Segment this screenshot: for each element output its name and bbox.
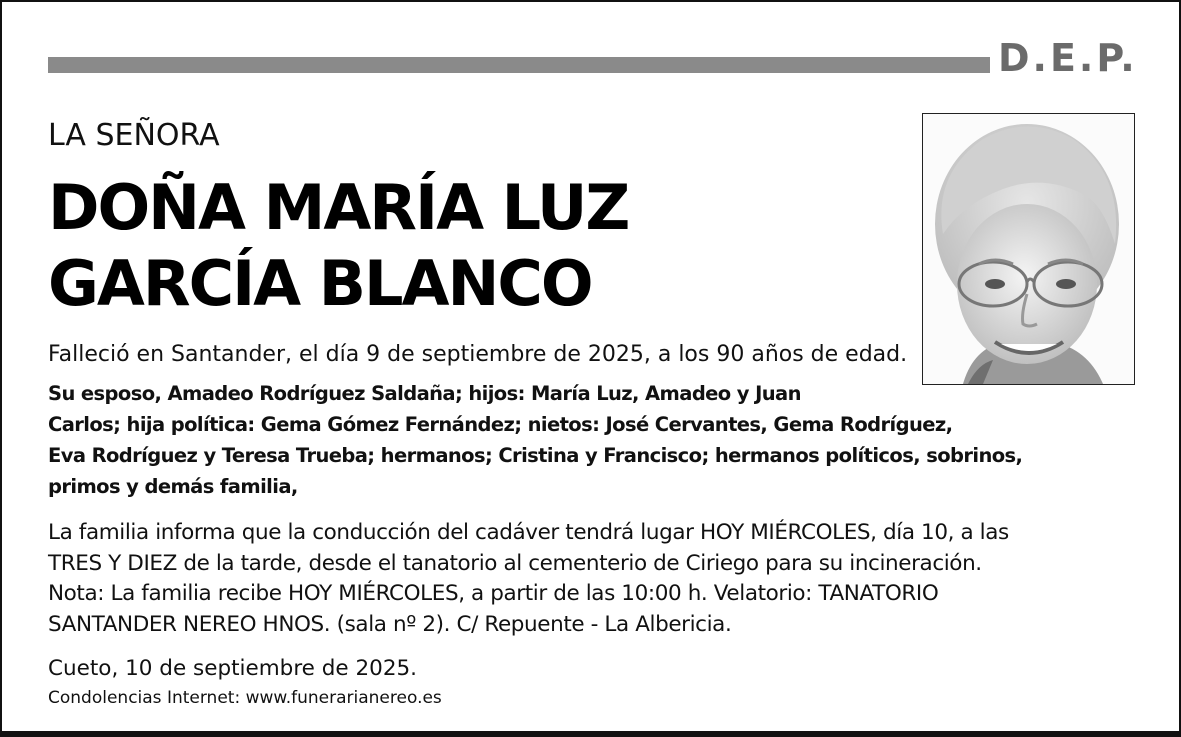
deceased-name <box>48 170 908 322</box>
portrait-icon <box>923 114 1134 384</box>
info-line: TRES Y DIEZ de la tarde, desde el tanatorio al cementerio de Ciriego para su incineración. <box>48 550 982 576</box>
family-line: Carlos; hija política: Gema Gómez Fernández; nietos: José Cervantes, Gema Rodríguez, <box>48 413 953 436</box>
death-notice: Falleció en Santander, el día 9 de septiembre de 2025, a los 90 años de edad. <box>48 342 908 367</box>
place-date: Cueto, 10 de septiembre de 2025. <box>48 656 418 681</box>
family-line: Eva Rodríguez y Teresa Trueba; hermanos; Cristina y Francisco; hermanos políticos, sobrinos, <box>48 444 1023 467</box>
family-line: Su esposo, Amadeo Rodríguez Saldaña; hijos: María Luz, Amadeo y Juan <box>48 382 801 405</box>
info-line: La familia informa que la conducción del cadáver tendrá lugar HOY MIÉRCOLES, día 10, a las <box>48 520 1009 545</box>
deceased-name-line-1: DOÑA MARÍA LUZ <box>48 171 629 244</box>
info-line: SANTANDER NEREO HNOS. (sala nº 2). C/ Repuente - La Albericia. <box>48 611 732 637</box>
funeral-info <box>48 518 1148 640</box>
family-list <box>48 378 1138 502</box>
family-line: primos y demás familia, <box>48 475 298 498</box>
dep-label: D.E.P. <box>998 36 1138 80</box>
deceased-name-line-2: GARCÍA BLANCO <box>48 247 592 320</box>
condolences-link: Condolencias Internet: www.funerarianereo.es <box>48 688 442 708</box>
portrait-photo <box>922 113 1135 385</box>
honorific: LA SEÑORA <box>48 118 220 153</box>
info-line: Nota: La familia recibe HOY MIÉRCOLES, a partir de las 10:00 h. Velatorio: TANATORIO <box>48 581 939 606</box>
header-rule <box>48 57 990 73</box>
